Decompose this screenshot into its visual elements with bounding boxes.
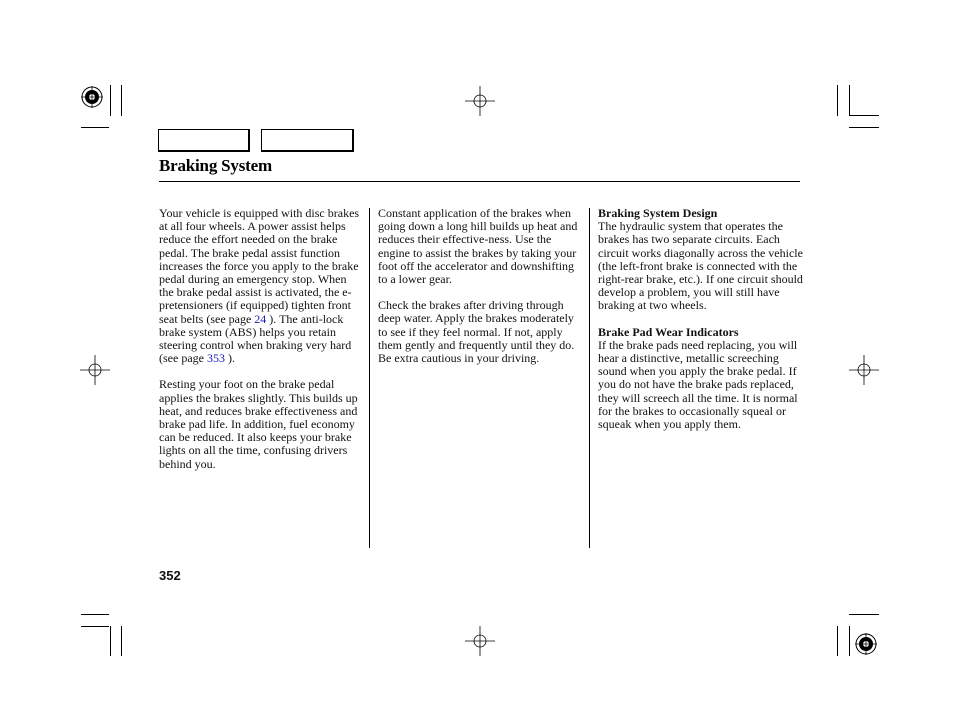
page-link-24[interactable]: 24: [254, 311, 267, 326]
crosshair-icon: [849, 355, 879, 385]
title-rule: [159, 181, 800, 182]
column-1: [159, 207, 363, 484]
registration-target-icon: [80, 85, 104, 109]
text-span: Your vehicle is equipped with disc brakes at all four wheels. A power assist helps reduce the effort needed on the brake pedal. The brake pedal assist function increases the force you apply to the brake pedal during an emergency stop. When the brake pedal assist is activated, the e-pretensioners (if equipped) tighten front seat belts (see page: [159, 206, 360, 326]
paragraph-constant-application: Constant application of the brakes when going down a long hill builds up heat and reduces their effective-ness. Use the engine to assist the brakes by taking your foot off the accelerator and downshifting to a lower gear.: [378, 206, 578, 287]
paragraph-hydraulic-system: The hydraulic system that operates the brakes has two separate circuits. Each circuit works diagonally across the vehicle (the left-front brake is connected with the right-rear brake, etc.). If one circuit should develop a problem, you will still have braking at two wheels.: [598, 219, 803, 313]
column-divider-2: [589, 208, 590, 548]
column-3: [598, 207, 804, 444]
nav-button-main-menu[interactable]: [158, 129, 250, 152]
column-2: [378, 207, 584, 378]
text-span: ).: [224, 351, 235, 366]
paragraph-resting-foot: Resting your foot on the brake pedal applies the brakes slightly. This builds up heat, and reduces brake effectiveness and brake pad life. In addition, fuel economy can be reduced. It also keeps your brake lights on all the time, confusing drivers behind you.: [159, 377, 358, 471]
nav-button-index[interactable]: [261, 129, 354, 152]
page-number: 352: [159, 568, 181, 583]
column-divider-1: [369, 208, 370, 548]
crosshair-icon: [465, 626, 495, 656]
page-link-353[interactable]: 353: [206, 351, 225, 366]
heading-brake-pad-wear: Brake Pad Wear Indicators: [598, 324, 739, 339]
paragraph-brake-pads: If the brake pads need replacing, you will hear a distinctive, metallic screeching sound when you apply the brake pedal. If you do not have the brake pads replaced, they will screech all the time. It is normal for the brakes to occasionally squeal or squeak when you apply them.: [598, 337, 798, 432]
registration-target-icon: [854, 632, 878, 656]
heading-braking-system-design: Braking System Design: [598, 206, 718, 220]
text-span: ). The anti-lock brake system (ABS) helps you retain steering control when braking very hard (see page: [159, 311, 352, 366]
crosshair-icon: [465, 86, 495, 116]
paragraph-deep-water: Check the brakes after driving through deep water. Apply the brakes moderately to see if they feel normal. If not, apply them gently and frequently until they do. Be extra cautious in your driving.: [378, 298, 575, 366]
page-title: Braking System: [159, 156, 272, 175]
paragraph-brake-assist: [159, 207, 363, 365]
crosshair-icon: [80, 355, 110, 385]
